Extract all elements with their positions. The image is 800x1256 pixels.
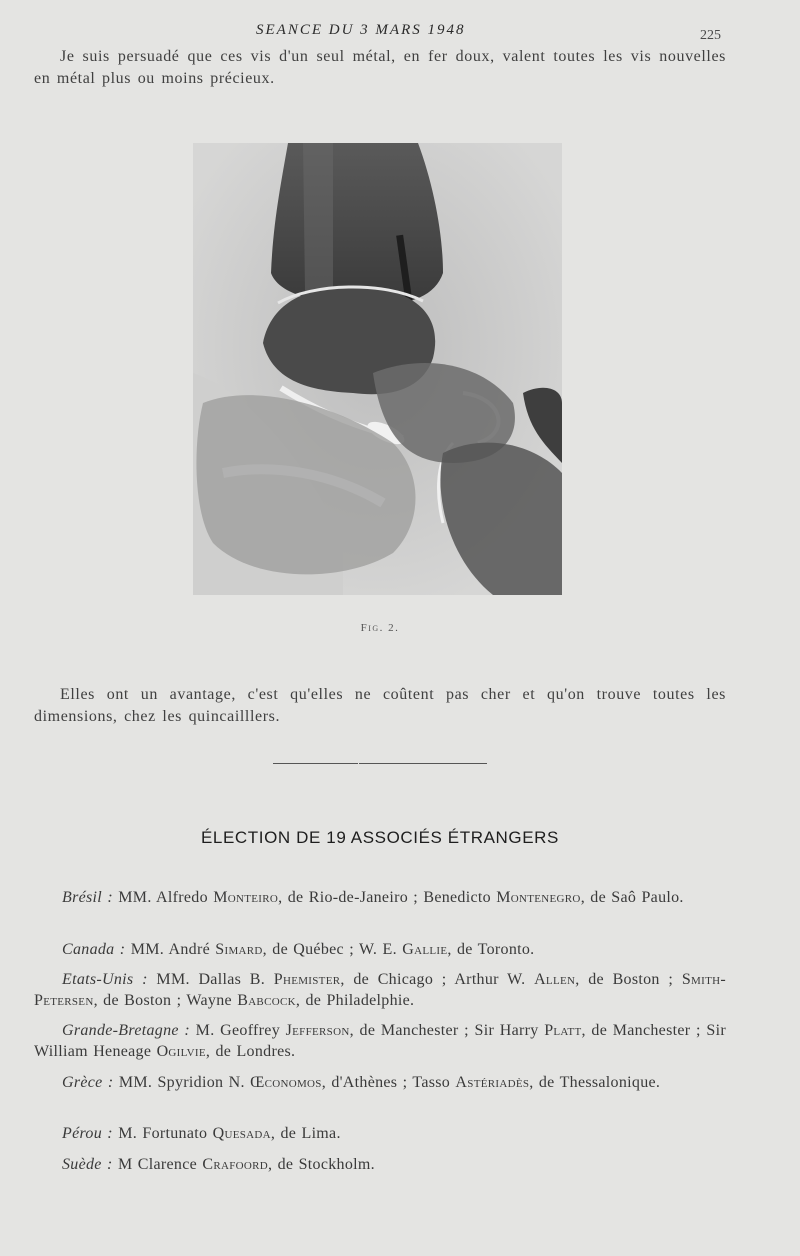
entry-country: Canada : [62,941,126,958]
entry-text: , de Boston ; [575,971,674,988]
entry-surname: Montenegro [496,889,581,906]
entry-text: , de Manchester ; Sir William Heneage [34,1022,726,1060]
entry-text: , de Rio-de-Janeiro ; Benedicto [278,889,491,906]
running-title: SEANCE DU 3 MARS 1948 [256,22,466,38]
figure-caption-text: Fig. 2. [360,622,400,634]
entry-canada [34,939,726,960]
entry-surname: Quesada [212,1125,271,1142]
entry-surname: Ogilvie [156,1043,206,1060]
entry-surname: Astériadès [455,1074,530,1091]
entry-text: M. Fortunato [118,1125,208,1142]
paragraph-intro: Je suis persuadé que ces vis d'un seul métal, en fer doux, valent toutes les vis nouvelles en métal plus ou moins précieux. [34,48,726,87]
entry-bresil [34,887,726,908]
section-divider-left [273,763,358,764]
entry-text: , de Thessalonique. [529,1074,661,1091]
xray-figure [193,143,562,595]
entry-country: Brésil : [62,889,113,906]
entry-surname: Babcock [237,992,296,1009]
entry-country: Suède : [62,1156,113,1173]
entry-country: Grande-Bretagne : [62,1022,191,1039]
paragraph-advantage: Elles ont un avantage, c'est qu'elles ne coûtent pas cher et qu'on trouve toutes les dimensions, chez les quincailllers. [34,686,726,725]
xray-image [193,143,562,595]
entry-surname: Simard [215,941,263,958]
figure-caption [0,622,760,634]
page-number: 225 [700,28,721,43]
entry-text: , de Londres. [205,1043,296,1060]
entry-text: , de Québec ; W. E. [262,941,397,958]
entry-text: , de Saô Paulo. [580,889,684,906]
entry-etats-unis [34,969,726,1011]
entry-text: , d'Athènes ; Tasso [321,1074,451,1091]
entry-text: MM. André [130,941,210,958]
entry-surname: Phemister [273,971,341,988]
entry-text: , de Manchester ; Sir Harry [349,1022,539,1039]
entry-text: , de Boston ; Wayne [93,992,232,1009]
entry-text: MM. Dallas B. [156,971,266,988]
entry-text: MM. Alfredo [118,889,208,906]
entry-surname: Gallie [402,941,448,958]
entry-text: , de Lima. [270,1125,341,1142]
entry-grece [34,1072,726,1093]
entry-text: M. Geoffrey [195,1022,280,1039]
entry-country: Etats-Unis : [62,971,148,988]
entry-surname: Œconomos [250,1074,322,1091]
entry-text: , de Chicago ; Arthur W. [340,971,526,988]
entry-surname: Allen [534,971,576,988]
section-title: ÉLECTION DE 19 ASSOCIÉS ÉTRANGERS [200,828,559,847]
entry-text: , de Philadelphie. [295,992,415,1009]
entry-text: M Clarence [117,1156,198,1173]
entry-surname: Platt [544,1022,582,1039]
entry-grande-bretagne [34,1020,726,1062]
entry-country: Grèce : [62,1074,114,1091]
entry-surname: Monteiro [213,889,279,906]
entry-suede [34,1154,726,1175]
entry-text: , de Toronto. [447,941,535,958]
running-head [0,22,800,44]
section-divider-right [359,763,487,764]
entry-text: MM. Spyridion N. [118,1074,245,1091]
entry-surname: Crafoord [202,1156,268,1173]
entry-perou [34,1123,726,1144]
entry-country: Pérou : [62,1125,113,1142]
entry-surname: Jefferson [285,1022,350,1039]
entry-surname: Smith-Petersen [34,971,726,1009]
entry-text: , de Stockholm. [267,1156,375,1173]
